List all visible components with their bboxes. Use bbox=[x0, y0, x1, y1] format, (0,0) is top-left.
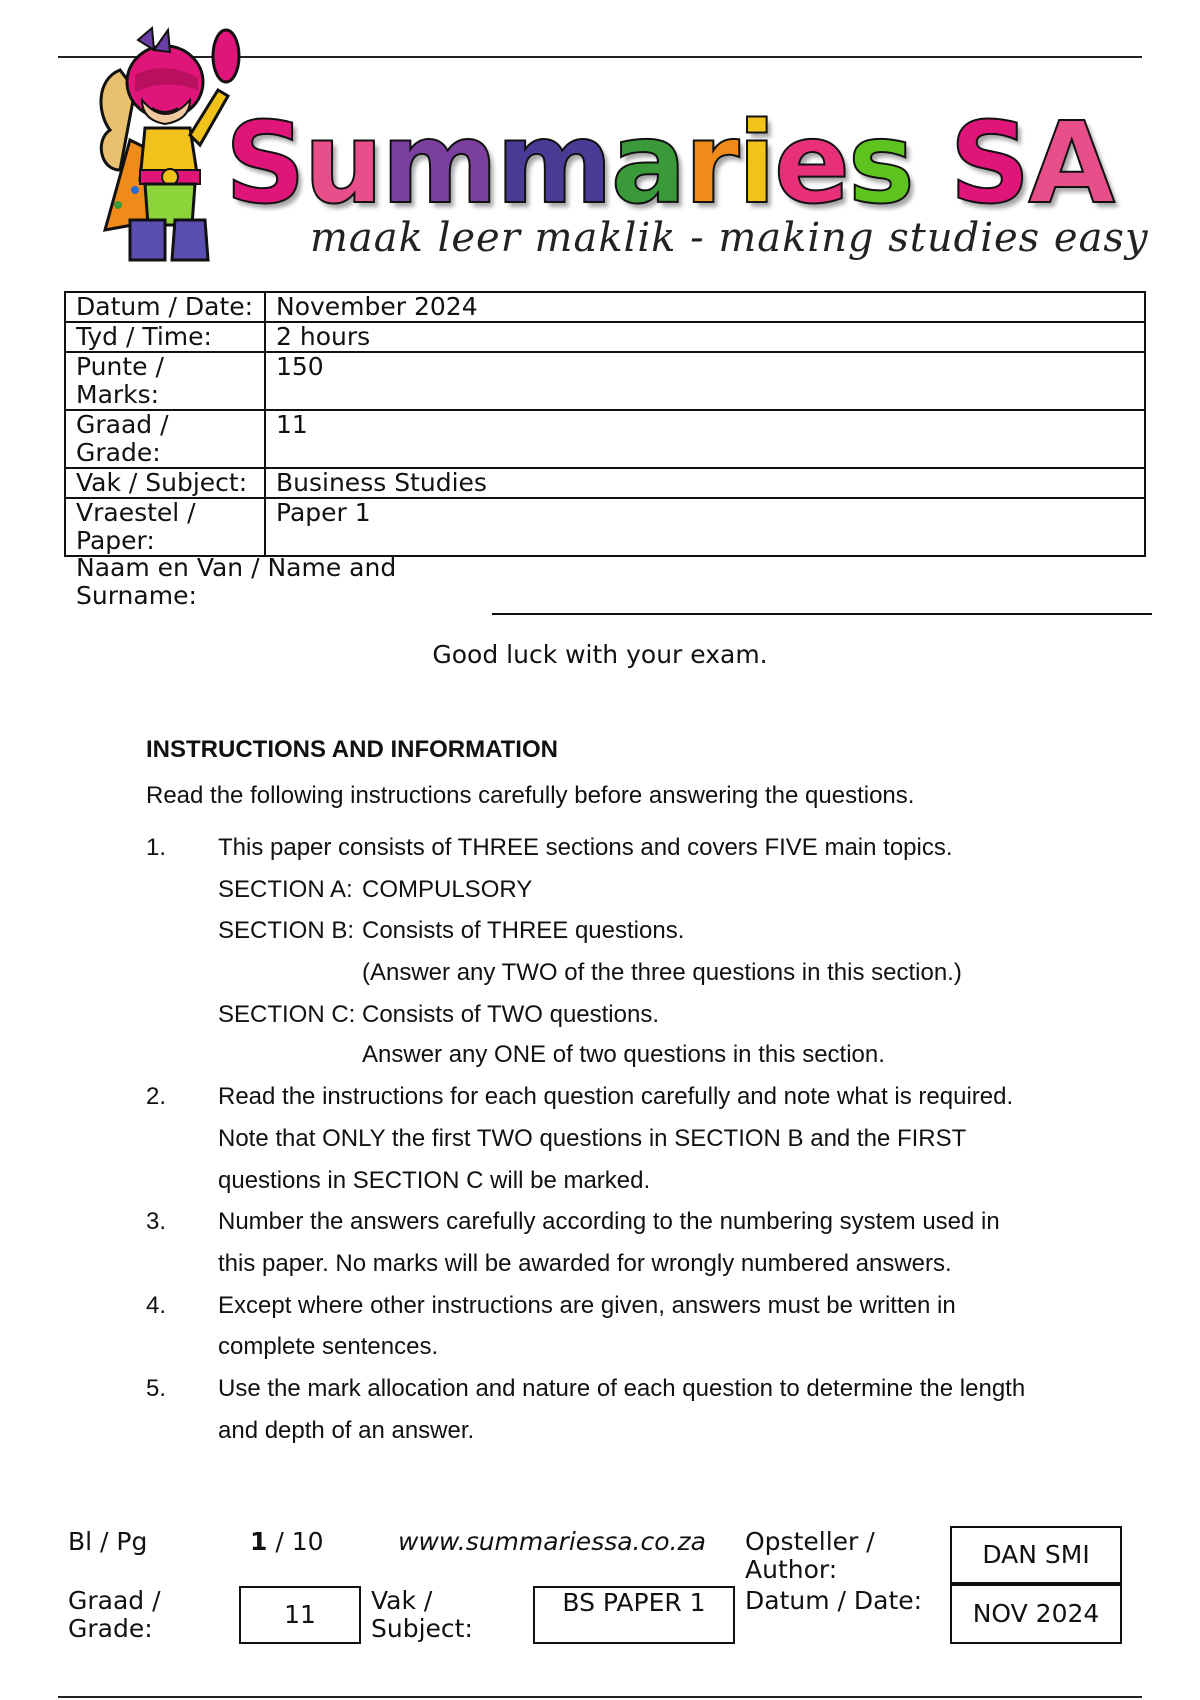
name-surname-label: Naam en Van / Name and Surname: bbox=[76, 553, 397, 610]
section-text: Consists of THREE questions. bbox=[362, 917, 685, 944]
instructions-intro: Read the following instructions carefully before answering the questions. bbox=[146, 782, 915, 809]
brand-letter: a bbox=[610, 99, 685, 229]
table-row bbox=[65, 498, 1145, 556]
date-value: November 2024 bbox=[265, 292, 1145, 322]
item-text: questions in SECTION C will be marked. bbox=[218, 1167, 651, 1194]
time-value: 2 hours bbox=[265, 322, 1145, 352]
page-label: Bl / Pg bbox=[68, 1527, 148, 1556]
brand-letter: s bbox=[847, 99, 913, 229]
brand-letter bbox=[913, 99, 950, 229]
item-number: 2. bbox=[146, 1083, 167, 1110]
brand-letter: r bbox=[684, 99, 738, 229]
brand-letter: S bbox=[949, 99, 1029, 229]
page-number bbox=[250, 1528, 324, 1556]
section-label: SECTION B: bbox=[218, 917, 355, 944]
item-text: Number the answers carefully according to the numbering system used in bbox=[218, 1208, 1000, 1235]
item-number: 5. bbox=[146, 1375, 167, 1402]
date-footer-label: Datum / Date: bbox=[745, 1586, 923, 1615]
item-text: this paper. No marks will be awarded for wrongly numbered answers. bbox=[218, 1250, 952, 1277]
subject-value: Business Studies bbox=[265, 468, 1145, 498]
item-text: and depth of an answer. bbox=[218, 1417, 475, 1444]
good-luck-message: Good luck with your exam. bbox=[432, 640, 768, 669]
grade-footer-box: 11 bbox=[239, 1586, 361, 1644]
brand-tagline: maak leer maklik - making studies easy bbox=[310, 215, 1149, 261]
summaries-sa-logo bbox=[90, 20, 1149, 275]
section-line: Answer any ONE of two questions in this section. bbox=[362, 1041, 885, 1068]
item-text: Use the mark allocation and nature of each question to determine the length bbox=[218, 1375, 1026, 1402]
marks-label: Punte / Marks: bbox=[65, 352, 265, 410]
page-total: / 10 bbox=[275, 1527, 324, 1556]
brand-letter: u bbox=[303, 99, 382, 229]
brand-letter: m bbox=[381, 99, 497, 229]
marks-value: 150 bbox=[265, 352, 1145, 410]
section-text: COMPULSORY bbox=[362, 876, 533, 903]
paper-label: Vraestel / Paper: bbox=[65, 498, 265, 556]
item-number: 3. bbox=[146, 1208, 167, 1235]
instructions-title: INSTRUCTIONS AND INFORMATION bbox=[146, 736, 558, 763]
date-label: Datum / Date: bbox=[65, 292, 265, 322]
exam-info-table bbox=[64, 291, 1146, 557]
subject-footer-label: Vak / Subject: bbox=[371, 1586, 473, 1643]
subject-footer-box: BS PAPER 1 bbox=[533, 1586, 735, 1644]
brand-letter: m bbox=[496, 99, 611, 229]
grade-value: 11 bbox=[265, 410, 1145, 468]
brand-wordmark bbox=[225, 99, 1125, 229]
item-text: complete sentences. bbox=[218, 1333, 439, 1360]
table-row bbox=[65, 410, 1145, 468]
brand-letter: i bbox=[737, 99, 775, 229]
bottom-rule bbox=[58, 1696, 1142, 1698]
time-label: Tyd / Time: bbox=[65, 322, 265, 352]
author-box: DAN SMI bbox=[950, 1526, 1122, 1584]
item-text: Except where other instructions are given, answers must be written in bbox=[218, 1292, 956, 1319]
table-row bbox=[65, 352, 1145, 410]
section-label: SECTION C: bbox=[218, 1001, 356, 1028]
paper-value: Paper 1 bbox=[265, 498, 1145, 556]
brand-letter: A bbox=[1028, 99, 1114, 229]
item-text: This paper consists of THREE sections and covers FIVE main topics. bbox=[218, 834, 953, 861]
date-footer-box: NOV 2024 bbox=[950, 1584, 1122, 1644]
item-text: Note that ONLY the first TWO questions in SECTION B and the FIRST bbox=[218, 1125, 967, 1152]
grade-label: Graad / Grade: bbox=[65, 410, 265, 468]
website-link[interactable]: www.summariessa.co.za bbox=[398, 1527, 706, 1556]
table-row bbox=[65, 322, 1145, 352]
item-number: 4. bbox=[146, 1292, 167, 1319]
subject-label: Vak / Subject: bbox=[65, 468, 265, 498]
item-number: 1. bbox=[146, 834, 167, 861]
section-label: SECTION A: bbox=[218, 876, 353, 903]
brand-letter: S bbox=[225, 99, 304, 229]
section-text: Consists of TWO questions. bbox=[362, 1001, 659, 1028]
item-text: Read the instructions for each question carefully and note what is required. bbox=[218, 1083, 1014, 1110]
author-label: Opsteller / Author: bbox=[745, 1527, 875, 1584]
name-surname-line[interactable] bbox=[492, 613, 1152, 615]
brand-letter: e bbox=[774, 99, 848, 229]
table-row bbox=[65, 468, 1145, 498]
brand-title bbox=[225, 99, 1114, 229]
page-current: 1 bbox=[250, 1527, 268, 1556]
section-line: (Answer any TWO of the three questions in this section.) bbox=[362, 959, 962, 986]
grade-footer-label: Graad / Grade: bbox=[68, 1586, 161, 1643]
table-row bbox=[65, 292, 1145, 322]
